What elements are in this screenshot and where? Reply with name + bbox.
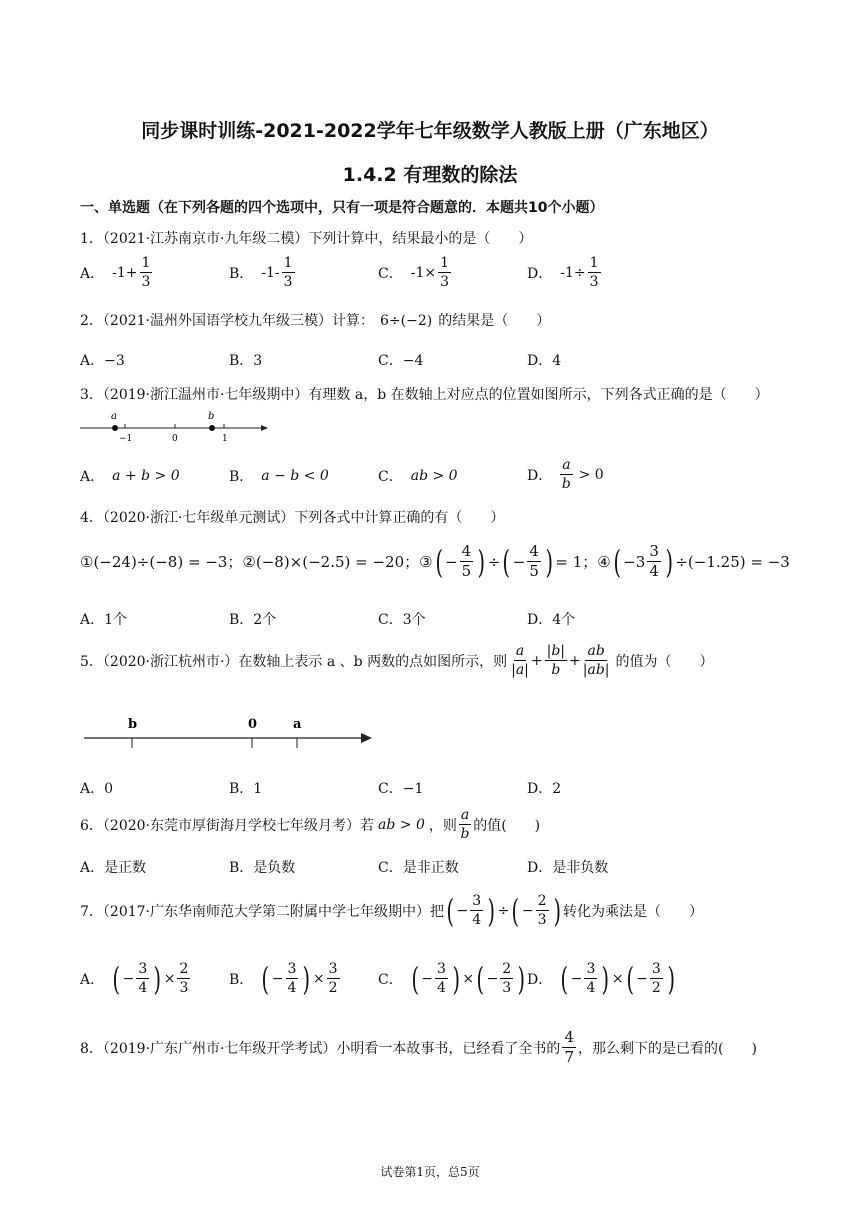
q3-stem: 3．（2019·浙江温州市·七年级期中）有理数 a，b 在数轴上对应点的位置如图所示，下列各式正确的是（ ） xyxy=(80,387,769,403)
q3-axis-label-a: a xyxy=(111,411,117,422)
q7-stem: 7．（2017·广东华南师范大学第二附属中学七年级期中）把 ( − $\frac{3}{4}$ ) ÷ ( − $\frac{2}{3}$ ) 转化为乘法是（ ） xyxy=(80,891,703,930)
q6-option-c: C．是非正数 xyxy=(378,860,459,876)
q7-option-d: D． ( − $\frac{3}{4}$ ) × ( − $\frac{3}{2}$ ) xyxy=(527,959,675,998)
q3-number-line xyxy=(78,408,278,444)
q5-option-d: D．2 xyxy=(527,781,562,797)
q6-option-a: A．是正数 xyxy=(80,860,147,876)
q5-axis-label-b: b xyxy=(128,717,138,732)
q1-option-c: C． -1× $\frac{1}{3}$ xyxy=(378,255,450,290)
q7-option-a: A． ( − $\frac{3}{4}$ ) × $\frac{2}{3}$ xyxy=(80,959,189,998)
q3-point-b xyxy=(209,425,215,431)
q2-option-d: D．4 xyxy=(527,353,562,369)
document-subtitle: 1.4.2 有理数的除法 xyxy=(342,164,518,186)
q5-option-a: A．0 xyxy=(80,781,114,797)
q7-option-b: B． ( − $\frac{3}{4}$ ) × $\frac{3}{2}$ xyxy=(229,959,338,998)
q6-option-d: D．是非负数 xyxy=(527,860,609,876)
q3-axis-label-neg1: −1 xyxy=(119,434,133,444)
q3-option-a: A． a + b > 0 xyxy=(80,468,180,485)
section-heading: 一、单选题（在下列各题的四个选项中，只有一项是符合题意的．本题共10个小题） xyxy=(80,200,604,216)
q5-number-line xyxy=(82,712,382,752)
q4-option-c: C．3个 xyxy=(378,612,426,628)
page-footer: 试卷第1页，总5页 xyxy=(380,1165,480,1179)
q1-stem: 1．（2021·江苏南京市·九年级二模）下列计算中，结果最小的是（ ） xyxy=(80,231,533,247)
q1-option-d: D． -1÷ $\frac{1}{3}$ xyxy=(527,255,599,290)
q2-option-c: C．−4 xyxy=(378,353,424,369)
q1-option-b: B． -1- $\frac{1}{3}$ xyxy=(229,255,293,290)
q5-stem: 5．（2020·浙江杭州市·）在数轴上表示 a 、b 两数的点如图所示，则 $\frac{a}{|a|}$ + $\frac{|b|}{b}$ + $\frac{ab}{|ab|}$ 的值为（ ） xyxy=(80,643,714,678)
q5-option-b: B．1 xyxy=(229,781,263,797)
q7-option-c: C． ( − $\frac{3}{4}$ ) × ( − $\frac{2}{3}$ ) xyxy=(378,959,526,998)
q4-stem: 4．（2020·浙江·七年级单元测试）下列各式中计算正确的有（ ） xyxy=(80,510,505,526)
q5-option-c: C．−1 xyxy=(378,781,424,797)
q2-option-b: B．3 xyxy=(229,353,263,369)
q5-axis-label-a: a xyxy=(293,717,302,732)
q1-option-a: A． -1+ $\frac{1}{3}$ xyxy=(80,255,151,290)
q6-option-b: B．是负数 xyxy=(229,860,296,876)
document-title: 同步课时训练-2021-2022学年七年级数学人教版上册（广东地区） xyxy=(141,120,719,142)
q3-option-c: C． ab > 0 xyxy=(378,468,458,485)
q4-option-a: A．1个 xyxy=(80,612,128,628)
q4-expr-2: ②(−8)×(−2.5) = −20； xyxy=(242,553,420,571)
q2-option-a: A．−3 xyxy=(80,353,125,369)
q6-stem: 6．（2020·东莞市厚街海月学校七年级月考）若 ab > 0 ，则 $\frac{a}{b}$ 的值( ) xyxy=(80,807,541,842)
q3-option-b: B． a − b < 0 xyxy=(229,468,329,485)
q4-expressions: ①(−24)÷(−8) = −3； ②(−8)×(−2.5) = −20； ③ ( − $\frac{4}{5}$ ) ÷ ( − $\frac{4}{5}$ ) = 1； ④ ( −3 $\frac{3}{4}$ ) ÷(−1.25) = −3 xyxy=(80,542,790,581)
q4-option-b: B．2个 xyxy=(229,612,277,628)
q4-expr-1: ①(−24)÷(−8) = −3； xyxy=(80,553,243,571)
q4-option-d: D．4个 xyxy=(527,612,576,628)
q3-point-a xyxy=(112,425,118,431)
q3-axis-label-1: 1 xyxy=(222,434,228,444)
q3-axis-label-b: b xyxy=(208,411,215,422)
q3-option-d: D． $\frac{a}{b}$ > 0 xyxy=(527,457,604,492)
q3-axis-label-0: 0 xyxy=(172,434,178,444)
q2-stem: 2．（2021·温州外国语学校九年级三模）计算： 6÷(−2) 的结果是（ ） xyxy=(80,313,551,329)
q5-axis-label-0: 0 xyxy=(248,717,258,732)
q8-stem: 8．（2019·广东广州市·七年级开学考试）小明看一本故事书，已经看了全书的 $\frac{4}{7}$ ，那么剩下的是已看的( ) xyxy=(80,1028,757,1066)
